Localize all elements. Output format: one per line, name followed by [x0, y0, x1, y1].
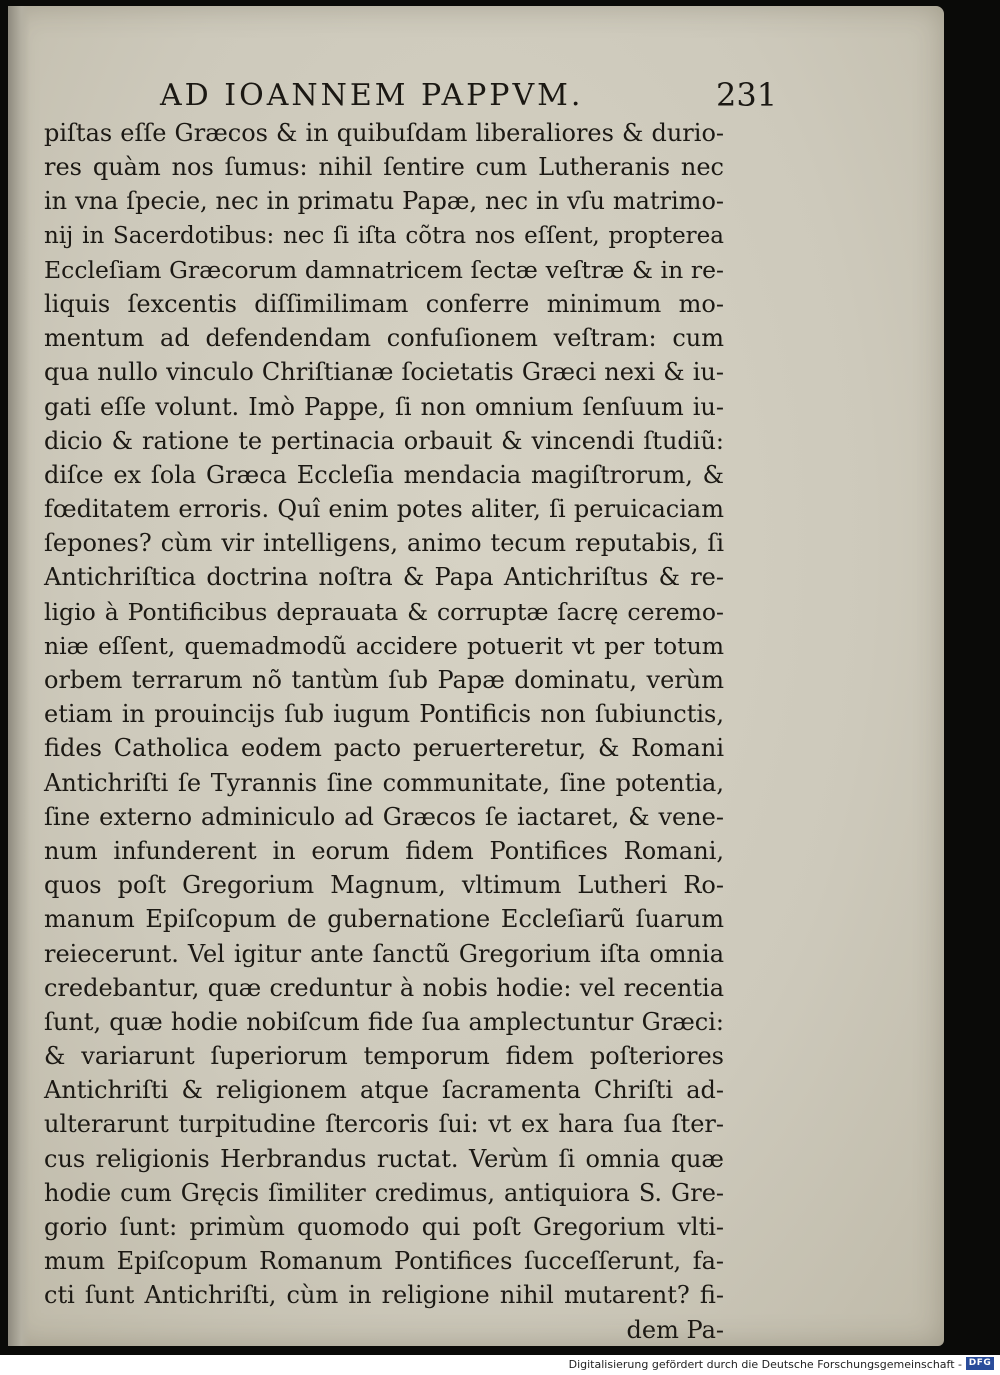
- text-line: mum Epiſcopum Romanum Pontifices ſucceſſerunt, fa-: [44, 1247, 724, 1276]
- page-gutter: [8, 6, 30, 1346]
- text-line: ſine externo adminiculo ad Græcos ſe iactaret, & vene-: [44, 802, 724, 831]
- running-head: AD IOANNEM PAPPVM.: [160, 78, 584, 113]
- text-line: hodie cum Gręcis ſimiliter credimus, antiquiora S. Gre-: [44, 1178, 724, 1207]
- text-line: ligio à Pontificibus deprauata & corruptæ ſacrę ceremo-: [44, 597, 724, 626]
- text-line: in vna ſpecie, nec in primatu Papæ, nec in vſu matrimo-: [44, 187, 724, 216]
- digitization-credit: Digitalisierung gefördert durch die Deutsche Forschungsgemeinschaft -: [568, 1358, 962, 1371]
- text-line: etiam in prouincijs ſub iugum Pontificis non ſubiunctis,: [44, 700, 724, 729]
- text-line: ſunt, quæ hodie nobiſcum fide ſua amplectuntur Græci:: [44, 1007, 724, 1036]
- text-line: dicio & ratione te pertinacia orbauit & vincendi ſtudiũ:: [44, 426, 724, 455]
- text-line: Eccleſiam Græcorum damnatricem ſectæ veſtræ & in re-: [44, 255, 724, 284]
- dfg-logo: DFG: [966, 1357, 994, 1370]
- text-line: reiecerunt. Vel igitur ante ſanctũ Gregorium iſta omnia: [44, 939, 724, 968]
- text-line: fides Catholica eodem pacto peruerteretur, & Romani: [44, 734, 724, 763]
- text-line: Antichriſti & religionem atque ſacramenta Chriſti ad-: [44, 1076, 724, 1105]
- text-line: ulterarunt turpitudine ſtercoris ſui: vt ex hara ſua ſter-: [44, 1110, 724, 1139]
- text-line: num infunderent in eorum fidem Pontifices Romani,: [44, 836, 724, 865]
- text-line: Antichriſtica doctrina noſtra & Papa Antichriſtus & re-: [44, 563, 724, 592]
- text-line: piſtas eſſe Græcos & in quibuſdam liberaliores & durio-: [44, 119, 724, 147]
- text-line: fœditatem erroris. Quî enim potes aliter, ſi peruicaciam: [44, 495, 724, 524]
- text-line: manum Epiſcopum de gubernatione Eccleſiarũ ſuarum: [44, 905, 724, 934]
- text-line: quos poſt Gregorium Magnum, vltimum Lutheri Ro-: [44, 871, 724, 900]
- text-line: & variarunt ſuperiorum temporum fidem poſteriores: [44, 1042, 724, 1071]
- text-line: liquis ſexcentis diſſimilimam conferre minimum mo-: [44, 289, 724, 318]
- text-line: qua nullo vinculo Chriſtianæ ſocietatis Græci nexi & iu-: [44, 358, 724, 387]
- text-line: niæ eſſent, quemadmodũ accidere potuerit vt per totum: [44, 631, 724, 660]
- text-line: Antichriſti ſe Tyrannis ſine communitate, ſine potentia,: [44, 768, 724, 797]
- text-line: cus religionis Herbrandus ructat. Verùm ſi omnia quæ: [44, 1144, 724, 1173]
- text-line: dem Pa-: [626, 1315, 724, 1344]
- text-line: credebantur, quæ creduntur à nobis hodie: vel recentia: [44, 973, 724, 1002]
- text-line: gorio ſunt: primùm quomodo qui poſt Gregorium vlti-: [44, 1213, 724, 1241]
- text-line: ſepones? cùm vir intelligens, animo tecum reputabis, ſi: [44, 529, 724, 558]
- text-line: gati eſſe volunt. Imò Pappe, ſi non omnium ſenſuum iu-: [44, 392, 724, 421]
- text-line: nij in Sacerdotibus: nec ſi iſta cõtra nos eſſent, propterea: [44, 222, 724, 249]
- page-number: 231: [716, 76, 778, 114]
- text-line: orbem terrarum nõ tantùm ſub Papæ dominatu, verùm: [44, 666, 724, 694]
- text-line: res quàm nos ſumus: nihil ſentire cum Lutheranis nec: [44, 153, 724, 182]
- text-line: cti ſunt Antichriſti, cùm in religione nihil mutarent? fi-: [44, 1281, 724, 1310]
- body-text: [44, 116, 724, 1347]
- text-line: mentum ad defendendam confuſionem veſtram: cum: [44, 324, 724, 353]
- text-line: diſce ex ſola Græca Eccleſia mendacia magiſtrorum, &: [44, 460, 724, 489]
